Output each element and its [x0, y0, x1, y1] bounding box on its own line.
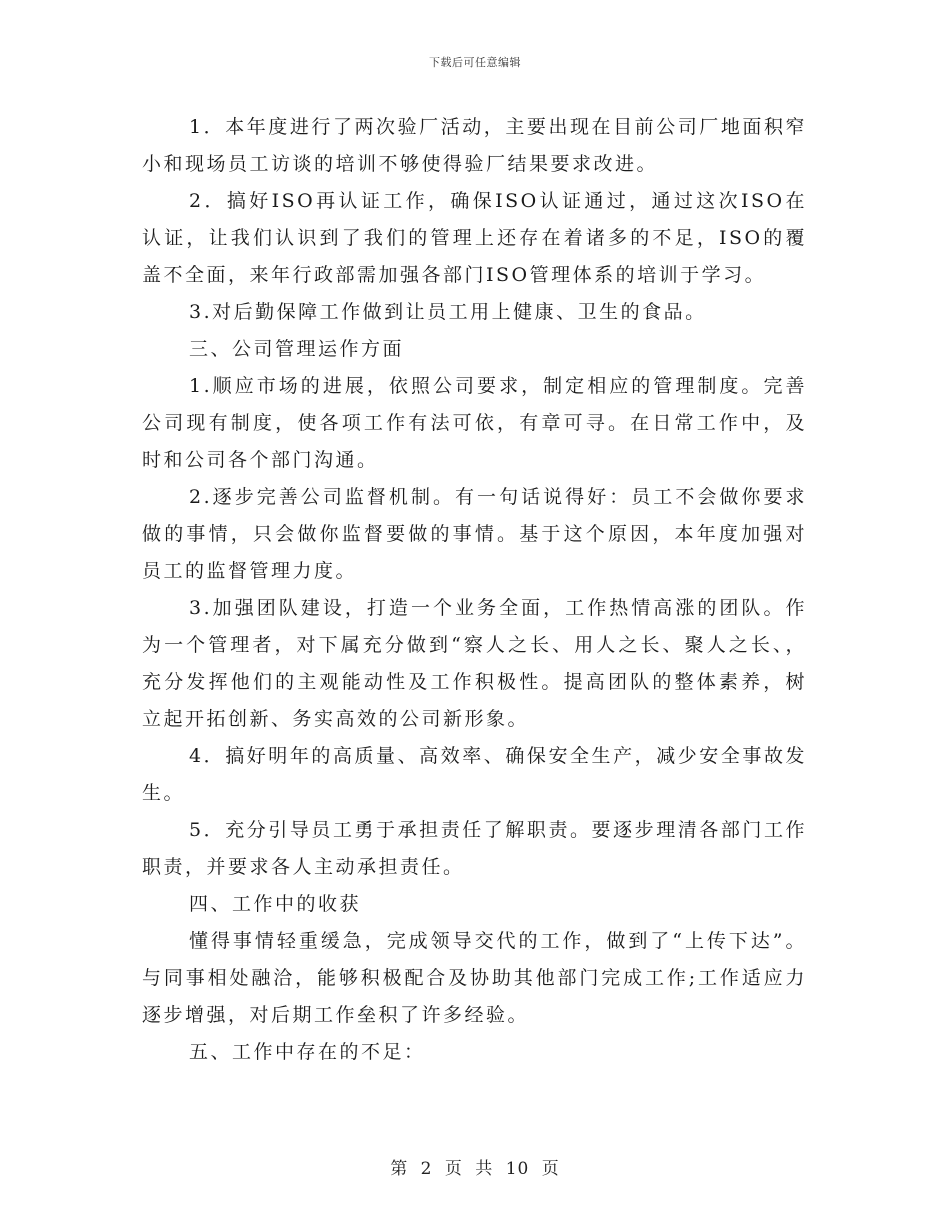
paragraph-item-3: 3.对后勤保障工作做到让员工用上健康、卫生的食品。 [189, 301, 707, 323]
paragraph-item-management-4: 4．搞好明年的高质量、高效率、确保安全生产，减少安全事故发生。 [142, 745, 807, 804]
paragraph-item-management-2: 2.逐步完善公司监督机制。有一句话说得好：员工不会做你要求做的事情，只会做你监督要做的事情。基于这个原因，本年度加强对员工的监督管理力度。 [142, 486, 807, 582]
section-heading-4: 四、工作中的收获 [189, 893, 362, 915]
paragraph-item-2: 2．搞好ISO再认证工作，确保ISO认证通过，通过这次ISO在认证，让我们认识到了我们的管理上还存在着诸多的不足，ISO的覆盖不全面，来年行政部需加强各部门ISO管理体系的培训于学习。 [142, 190, 807, 286]
paragraph-item-management-5: 5．充分引导员工勇于承担责任了解职责。要逐步理清各部门工作职责，并要求各人主动承担责任。 [142, 819, 807, 878]
document-body [142, 109, 807, 1071]
paragraph-item-management-3: 3.加强团队建设，打造一个业务全面，工作热情高涨的团队。作为一个管理者，对下属充分做到“察人之长、用人之长、聚人之长、，充分发挥他们的主观能动性及工作积极性。提高团队的整体素养，树立起开拓创新、务实高效的公司新形象。 [142, 597, 807, 730]
paragraph-gains: 懂得事情轻重缓急，完成领导交代的工作，做到了“上传下达”。与同事相处融洽，能够积极配合及协助其他部门完成工作;工作适应力逐步增强，对后期工作垒积了许多经验。 [142, 930, 807, 1026]
paragraph-item-management-1: 1.顺应市场的进展，依照公司要求，制定相应的管理制度。完善公司现有制度，使各项工作有法可依，有章可寻。在日常工作中，及时和公司各个部门沟通。 [142, 375, 807, 471]
section-heading-3: 三、公司管理运作方面 [189, 338, 405, 360]
section-heading-5: 五、工作中存在的不足： [189, 1041, 426, 1063]
page-header: 下载后可任意编辑 [429, 56, 521, 69]
paragraph-item-1: 1．本年度进行了两次验厂活动，主要出现在目前公司厂地面积窄小和现场员工访谈的培训不够使得验厂结果要求改进。 [142, 116, 807, 175]
page-number: 第 2 页 共 10 页 [390, 1159, 560, 1179]
